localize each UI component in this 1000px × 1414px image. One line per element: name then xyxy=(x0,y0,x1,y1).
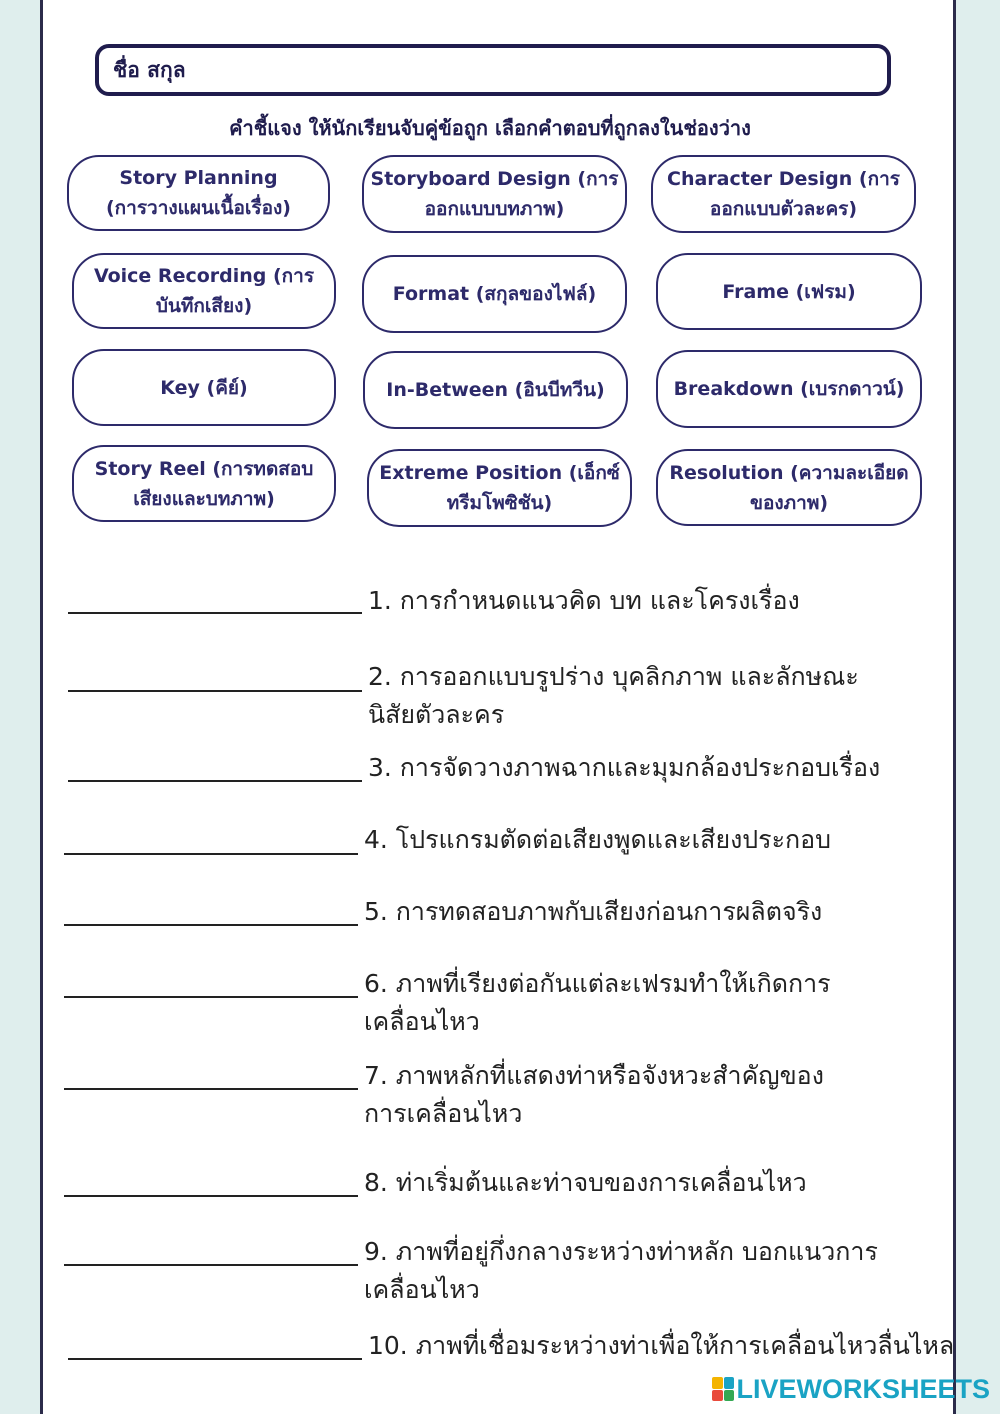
question-7: 7. ภาพหลักที่แสดงท่าหรือจังหวะสำคัญของ การเคลื่อนไหว xyxy=(364,1061,824,1128)
question-9: 9. ภาพที่อยู่กึ่งกลางระหว่างท่าหลัก บอกแนวการ เคลื่อนไหว xyxy=(364,1237,878,1304)
question-6: 6. ภาพที่เรียงต่อกันแต่ละเฟรมทำให้เกิดการ เคลื่อนไหว xyxy=(364,969,831,1036)
choice-voice-recording[interactable]: Voice Recording (การ บันทึกเสียง) xyxy=(72,253,336,329)
question-4: 4. โปรแกรมตัดต่อเสียงพูดและเสียงประกอบ xyxy=(364,825,832,854)
choice-frame[interactable]: Frame (เฟรม) xyxy=(656,253,922,330)
answer-blank-9[interactable] xyxy=(64,1264,358,1266)
choice-breakdown[interactable]: Breakdown (เบรกดาวน์) xyxy=(656,350,922,428)
answer-blank-3[interactable] xyxy=(68,780,362,782)
choice-extreme-position[interactable]: Extreme Position (เอ็กซ์ ทรีมโพซิชัน) xyxy=(367,449,632,527)
logo-text: LIVEWORKSHEETS xyxy=(736,1373,990,1404)
answer-blank-2[interactable] xyxy=(68,690,362,692)
question-1: 1. การกำหนดแนวคิด บท และโครงเรื่อง xyxy=(368,586,800,615)
choice-story-reel[interactable]: Story Reel (การทดสอบ เสียงและบทภาพ) xyxy=(72,445,336,522)
question-5: 5. การทดสอบภาพกับเสียงก่อนการผลิตจริง xyxy=(364,897,823,926)
logo-mark-icon xyxy=(712,1377,734,1401)
choice-key[interactable]: Key (คีย์) xyxy=(72,349,336,426)
choice-storyboard-design[interactable]: Storyboard Design (การ ออกแบบบทภาพ) xyxy=(362,155,627,233)
choice-format[interactable]: Format (สกุลของไฟล์) xyxy=(362,255,627,333)
question-2: 2. การออกแบบรูปร่าง บุคลิกภาพ และลักษณะ นิสัยตัวละคร xyxy=(368,662,859,729)
answer-blank-1[interactable] xyxy=(68,612,362,614)
answer-blank-8[interactable] xyxy=(64,1195,358,1197)
answer-blank-7[interactable] xyxy=(64,1088,358,1090)
answer-blank-6[interactable] xyxy=(64,996,358,998)
choice-character-design[interactable]: Character Design (การ ออกแบบตัวละคร) xyxy=(651,155,916,233)
answer-blank-10[interactable] xyxy=(68,1358,362,1360)
instructions: คำชี้แจง ให้นักเรียนจับคู่ข้อถูก เลือกคำตอบที่ถูกลงในช่องว่าง xyxy=(229,116,751,140)
question-8: 8. ท่าเริ่มต้นและท่าจบของการเคลื่อนไหว xyxy=(364,1168,807,1197)
answer-blank-5[interactable] xyxy=(64,924,358,926)
liveworksheets-logo xyxy=(712,1372,990,1406)
name-field[interactable]: ชื่อ สกุล xyxy=(95,44,891,96)
choice-story-planning[interactable]: Story Planning (การวางแผนเนื้อเรื่อง) xyxy=(67,155,330,231)
question-10: 10. ภาพที่เชื่อมระหว่างท่าเพื่อให้การเคลื่อนไหวลื่นไหล xyxy=(368,1331,955,1360)
choice-resolution[interactable]: Resolution (ความละเอียด ของภาพ) xyxy=(656,449,922,526)
choice-in-between[interactable]: In-Between (อินบีทวีน) xyxy=(363,351,628,429)
answer-blank-4[interactable] xyxy=(64,853,358,855)
question-3: 3. การจัดวางภาพฉากและมุมกล้องประกอบเรื่อง xyxy=(368,753,881,782)
